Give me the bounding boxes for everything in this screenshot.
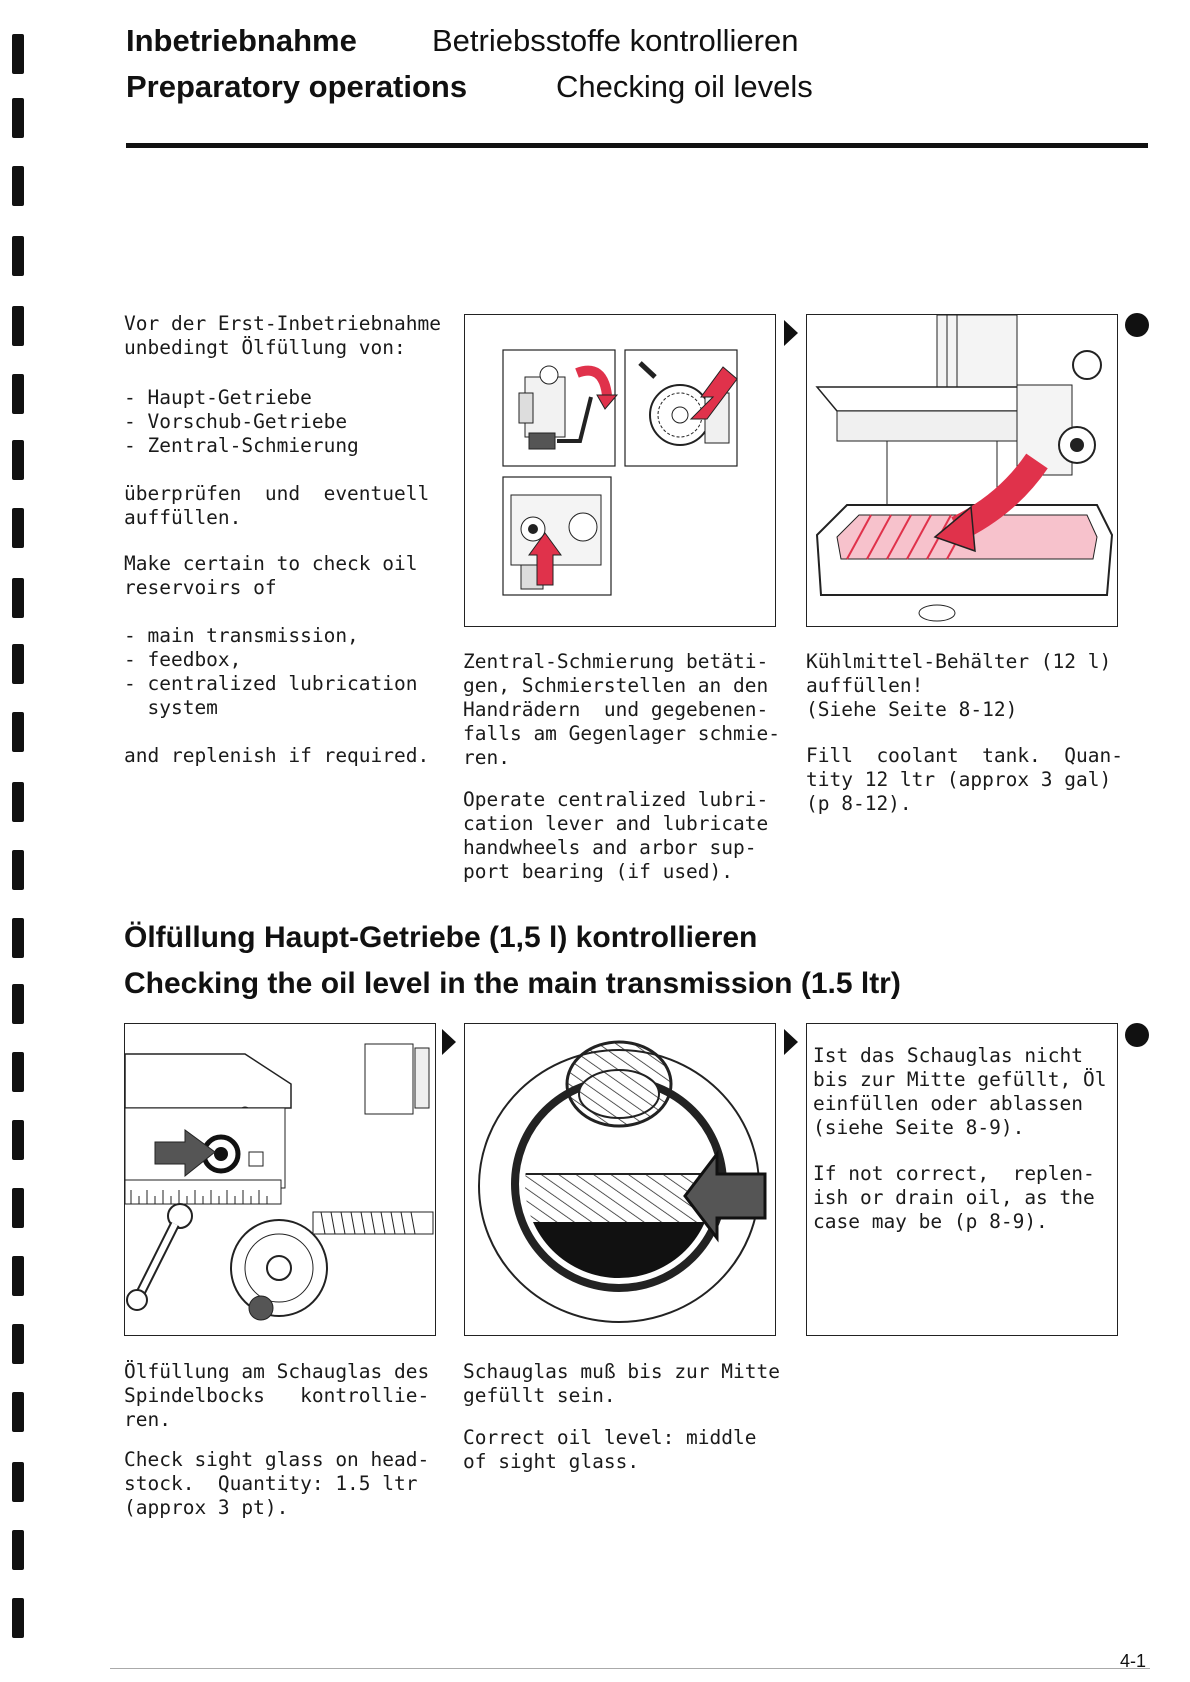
lubrication-illustration: [465, 315, 774, 625]
s2-note-box: [806, 1023, 1118, 1336]
header-de-title: Inbetriebnahme: [126, 23, 357, 58]
sight-glass-figure: [464, 1023, 776, 1336]
header-de: [126, 21, 798, 61]
arrow-right-icon: [442, 1029, 456, 1055]
bullet-dot: [1125, 313, 1149, 337]
s2-title-de: Ölfüllung Haupt-Getriebe (1,5 l) kontrollieren: [124, 921, 758, 954]
header-rule: [126, 143, 1148, 148]
s1-left-de-outro: überprüfen und eventuell auffüllen.: [124, 482, 430, 529]
s2-note-de: Ist das Schauglas nicht bis zur Mitte gefüllt, Öl einfüllen oder ablassen (siehe Seite 8-9).: [813, 1044, 1107, 1139]
s1-left-en-outro: and replenish if required.: [124, 744, 430, 767]
s1-middle-caption-de: Zentral-Schmierung betäti- gen, Schmierstellen an den Handrädern und gegebenen- falls am Gegenlager schmie- ren.: [463, 650, 780, 769]
header-en: [126, 67, 813, 107]
s1-right-caption-en: Fill coolant tank. Quan- tity 12 ltr (approx 3 gal) (p 8-12).: [806, 744, 1123, 815]
headstock-illustration: [125, 1024, 434, 1334]
s1-left-de-intro: Vor der Erst-Inbetriebnahme unbedingt Ölfüllung von:: [124, 312, 441, 359]
s1-middle-caption-en: Operate centralized lubri- cation lever and lubricate handwheels and arbor sup- port bearing (if used).: [463, 788, 769, 883]
s2-title-en: Checking the oil level in the main transmission (1.5 ltr): [124, 967, 901, 1000]
s1-left-de-list: - Haupt-Getriebe - Vorschub-Getriebe - Zentral-Schmierung: [124, 386, 359, 457]
arrow-right-icon: [784, 320, 798, 346]
bullet-dot: [1125, 1023, 1149, 1047]
arrow-right-icon: [784, 1029, 798, 1055]
header-en-subtitle: Checking oil levels: [556, 69, 813, 104]
s2-left-caption-en: Check sight glass on head- stock. Quantity: 1.5 ltr (approx 3 pt).: [124, 1448, 430, 1519]
s1-left-en-intro: Make certain to check oil reservoirs of: [124, 552, 418, 599]
s2-left-caption-de: Ölfüllung am Schauglas des Spindelbocks kontrollie- ren.: [124, 1360, 430, 1431]
header-de-subtitle: Betriebsstoffe kontrollieren: [432, 23, 799, 58]
lubrication-figure: [464, 314, 776, 627]
s1-left-en-list: - main transmission, - feedbox, - centralized lubrication system: [124, 624, 418, 719]
s1-right-caption-de: Kühlmittel-Behälter (12 l) auffüllen! (Siehe Seite 8-12): [806, 650, 1112, 721]
header-en-title: Preparatory operations: [126, 69, 468, 104]
coolant-tank-illustration: [807, 315, 1116, 625]
s2-middle-caption-de: Schauglas muß bis zur Mitte gefüllt sein.: [463, 1360, 780, 1407]
page-number: 4-1: [1120, 1651, 1147, 1671]
footer-line: [110, 1668, 1150, 1669]
sight-glass-illustration: [465, 1024, 774, 1334]
s2-middle-caption-en: Correct oil level: middle of sight glass.: [463, 1426, 757, 1473]
headstock-figure: [124, 1023, 436, 1336]
coolant-figure: [806, 314, 1118, 627]
s2-note-en: If not correct, replen- ish or drain oil, as the case may be (p 8-9).: [813, 1162, 1095, 1233]
